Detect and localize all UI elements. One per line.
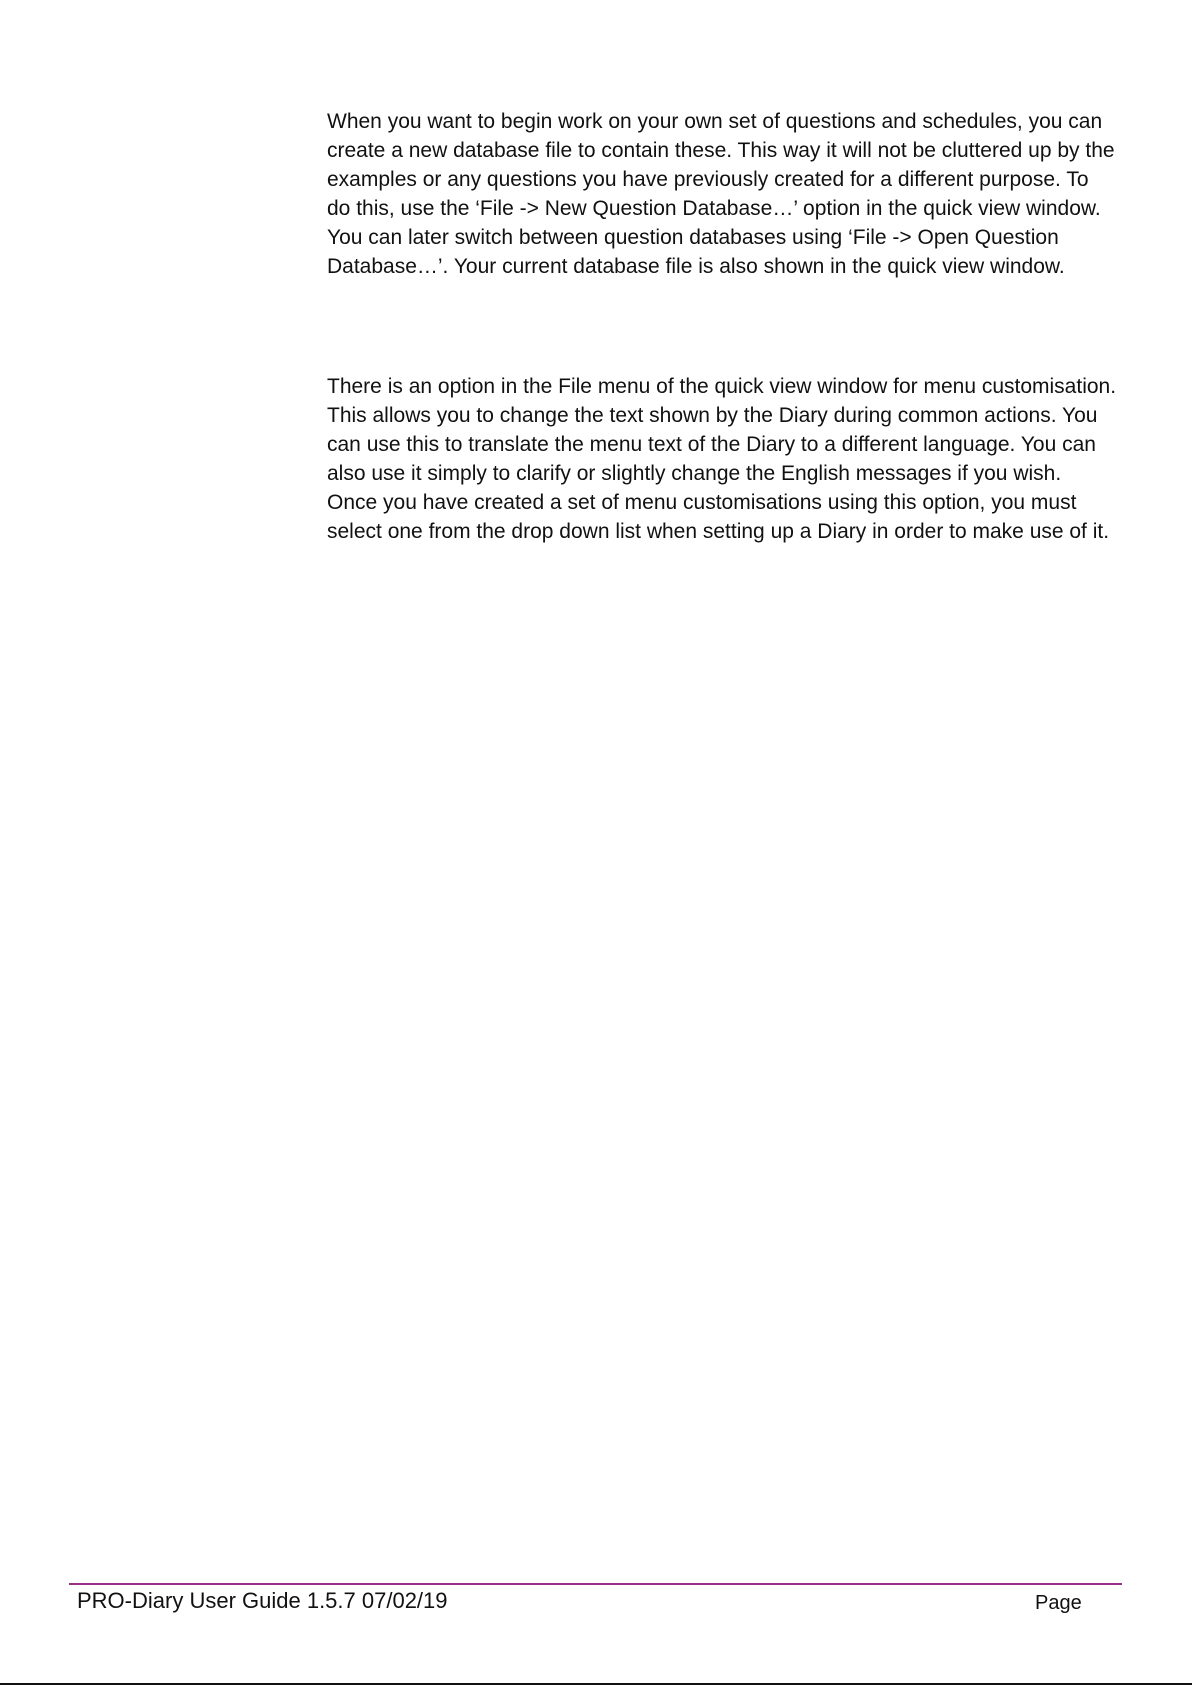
footer-title: PRO-Diary User Guide 1.5.7 07/02/19 [77, 1588, 448, 1613]
paragraph-menu-customisation: There is an option in the File menu of the quick view window for menu customisation. This allows you to change the text shown by the Diary during common actions. You can use this to translate the menu text of the Diary to a different language. You can also use it simply to clarify or slightly change the English messages if you wish. Once you have created a set of menu customisations using this option, you must select one from the drop down list when setting up a Diary in order to make use of it. [327, 375, 1117, 543]
footer-page-label: Page [1035, 1592, 1082, 1614]
footer-divider [69, 1583, 1122, 1585]
paragraph-new-database: When you want to begin work on your own set of questions and schedules, you can create a new database file to contain these. This way it will not be cluttered up by the examples or any questions you have previously created for a different purpose. To do this, use the ‘File -> New Question Database…’ option in the quick view window. You can later switch between question databases using ‘File -> Open Question Database…’. Your current database file is also shown in the quick view window. [327, 110, 1115, 278]
